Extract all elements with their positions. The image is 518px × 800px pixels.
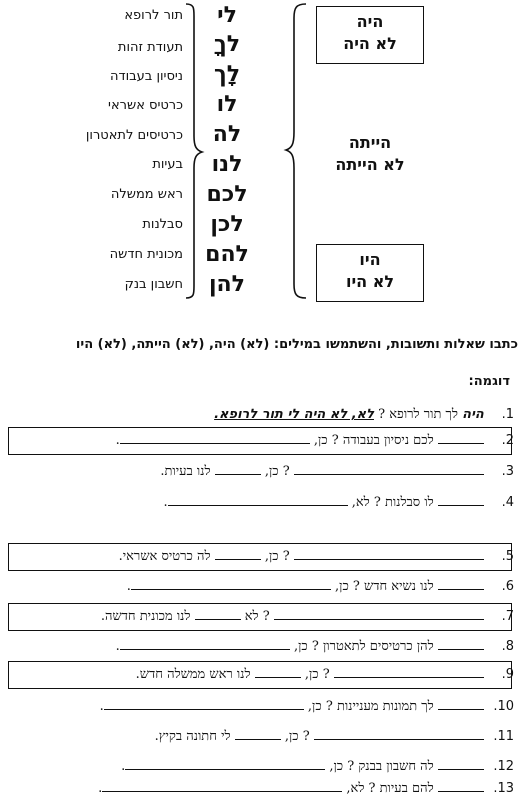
box-line: לא היה (343, 34, 397, 53)
box-hayta (316, 126, 424, 176)
exercise-number: 8. (501, 639, 514, 654)
exercise-row (0, 728, 514, 746)
answer-blank[interactable] (104, 699, 304, 710)
exercise-number: 10. (493, 699, 514, 714)
answer-blank[interactable] (438, 781, 484, 792)
exercise-text: לך תמונות מעניינות ? כן, (303, 699, 438, 714)
noun-item: ראש ממשלה (110, 187, 183, 202)
pronoun-item: להם (205, 242, 249, 267)
exercise-text: . (115, 639, 120, 654)
answer-blank[interactable] (131, 579, 331, 590)
exercise-text: לו סבלנות ? לא, (347, 495, 438, 510)
exercise-text: . (121, 759, 126, 774)
exercise-text: . (126, 579, 131, 594)
box-line: היו (359, 250, 381, 269)
exercise-row (0, 698, 514, 716)
exercise-number: 6. (501, 579, 514, 594)
exercise-row (0, 758, 514, 776)
exercise-text: לה כרטיס אשראי. (118, 549, 215, 564)
pronoun-item: לו (216, 92, 238, 117)
pronoun-item: להן (209, 272, 245, 297)
exercise-number: 2. (501, 433, 514, 448)
exercise-text: . (163, 495, 168, 510)
exercise-row (0, 638, 514, 656)
answer-blank[interactable] (125, 759, 325, 770)
exercise-text: ? כן, (260, 549, 294, 564)
noun-item: סבלנות (142, 217, 183, 232)
exercise-text: ? כן, (260, 464, 294, 479)
exercise-text: ? כן, (280, 729, 314, 744)
exercise-row (0, 608, 514, 626)
box-line: לא היו (345, 272, 395, 291)
answer-blank[interactable] (438, 759, 484, 770)
example-answer: לא, לא היה לי תור לרופא. (214, 407, 374, 422)
answer-blank[interactable] (215, 464, 261, 475)
exercise-row (0, 578, 514, 596)
answer-blank[interactable] (215, 549, 261, 560)
instruction-text: כתבו שאלות ותשובות, והשתמשו במילים: (לא) היה, (לא) הייתה, (לא) היו (75, 337, 518, 352)
answer-blank[interactable] (235, 729, 281, 740)
exercise-number: 4. (501, 495, 514, 510)
exercise-text: לכם ניסיון בעבודה ? כן, (309, 433, 438, 448)
answer-blank[interactable] (438, 495, 484, 506)
exercise-text: לנו נשיא חדש ? כן, (330, 579, 438, 594)
noun-item: ניסיון בעבודה (110, 69, 183, 84)
answer-blank[interactable] (334, 667, 484, 678)
example-prefix: היה (462, 407, 484, 422)
exercise-text: להם בעיות ? לא, (342, 781, 438, 796)
exercise-text: לנו ראש ממשלה חדש. (135, 667, 255, 682)
answer-blank[interactable] (438, 699, 484, 710)
noun-item: בעיות (152, 157, 183, 172)
exercise-number: 5. (501, 549, 514, 564)
box-haya (316, 6, 424, 64)
noun-item: תעודת זהות (117, 40, 183, 55)
exercise-number: 13. (493, 781, 514, 796)
box-line: היה (356, 12, 384, 31)
exercise-number: 1. (501, 407, 514, 422)
exercise-number: 11. (493, 729, 514, 744)
pronoun-item: לה (212, 122, 242, 147)
noun-item: מכונית חדשה (109, 247, 183, 262)
noun-item: כרטיס אשראי (108, 98, 183, 113)
pronoun-item: לכם (206, 182, 248, 207)
pronoun-item: לכן (210, 212, 244, 237)
exercise-number: 12. (493, 759, 514, 774)
answer-blank[interactable] (438, 579, 484, 590)
answer-blank[interactable] (274, 609, 484, 620)
pronoun-item: לנו (211, 152, 243, 177)
exercise-text: . (98, 781, 103, 796)
answer-blank[interactable] (294, 549, 484, 560)
exercise-row (0, 548, 514, 566)
pronoun-brace (286, 4, 306, 298)
exercise-text: לנו בעיות. (160, 464, 215, 479)
exercise-row (0, 780, 514, 798)
exercise-text: ? כן, (300, 667, 334, 682)
box-line: לא הייתה (335, 155, 405, 174)
pronoun-item: לי (217, 3, 237, 28)
pronoun-item: לךָ (213, 32, 241, 57)
example-label: דוגמה: (468, 374, 510, 389)
exercise-number: 9. (501, 667, 514, 682)
exercise-number: 7. (501, 609, 514, 624)
answer-blank[interactable] (314, 729, 484, 740)
exercise-text: ? לא (240, 609, 274, 624)
example-question: לך תור לרופא ? (374, 407, 459, 422)
answer-blank[interactable] (120, 639, 290, 650)
exercise-row (0, 463, 514, 481)
answer-blank[interactable] (102, 781, 342, 792)
answer-blank[interactable] (255, 667, 301, 678)
box-hayu (316, 244, 424, 302)
answer-blank[interactable] (438, 433, 484, 444)
noun-item: תור לרופא (124, 8, 183, 23)
answer-blank[interactable] (294, 464, 484, 475)
exercise-number: 3. (501, 464, 514, 479)
exercise-row (0, 406, 514, 424)
answer-blank[interactable] (438, 639, 484, 650)
exercise-row (0, 494, 514, 512)
exercise-text: . (99, 699, 104, 714)
box-line: הייתה (348, 133, 392, 152)
exercise-row (0, 666, 514, 684)
answer-blank[interactable] (120, 433, 310, 444)
exercise-row (0, 432, 514, 450)
noun-item: חשבון בנק (124, 277, 183, 292)
exercise-text: . (115, 433, 120, 448)
exercise-text: לה חשבון בבנק ? כן, (325, 759, 438, 774)
pronoun-item: לָך (213, 62, 241, 87)
answer-blank[interactable] (168, 495, 348, 506)
answer-blank[interactable] (195, 609, 241, 620)
noun-item: כרטיסים לתאטרון (85, 128, 183, 143)
exercise-text: לי חתונה בקיץ. (154, 729, 235, 744)
exercise-text: להן כרטיסים לתאטרון ? כן, (289, 639, 438, 654)
exercise-text: לנו מכונית חדשה. (100, 609, 195, 624)
